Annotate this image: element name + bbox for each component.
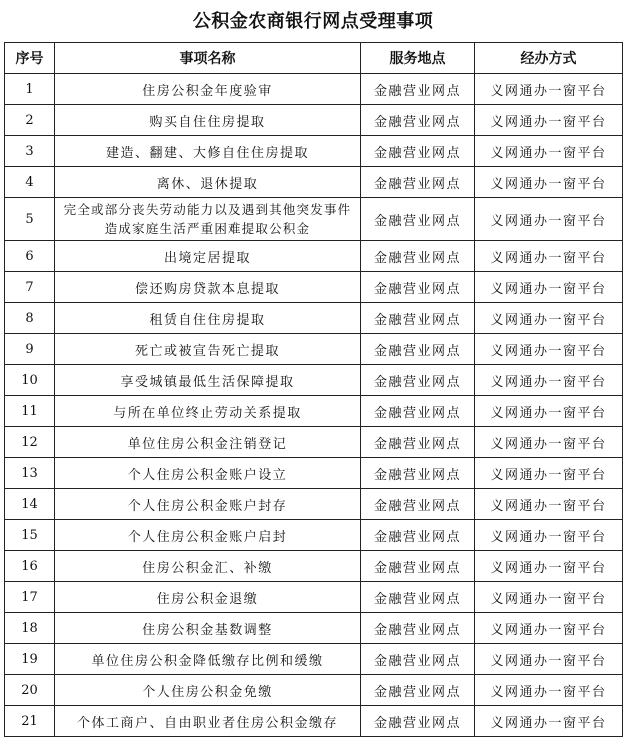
row-number-cell: 6 xyxy=(5,241,55,272)
service-place-cell: 金融营业网点 xyxy=(361,74,475,105)
row-number-cell: 5 xyxy=(5,198,55,241)
header-no: 序号 xyxy=(5,43,55,74)
table-row xyxy=(5,105,623,136)
table-row xyxy=(5,582,623,613)
service-place-cell: 金融营业网点 xyxy=(361,675,475,706)
row-number-cell: 7 xyxy=(5,272,55,303)
item-name-cell: 完全或部分丧失劳动能力以及遇到其他突发事件造成家庭生活严重困难提取公积金 xyxy=(55,198,361,241)
handling-method-cell: 义网通办一窗平台 xyxy=(475,396,623,427)
item-name-cell: 购买自住住房提取 xyxy=(55,105,361,136)
row-number-cell: 3 xyxy=(5,136,55,167)
table-row xyxy=(5,241,623,272)
service-place-cell: 金融营业网点 xyxy=(361,644,475,675)
service-place-cell: 金融营业网点 xyxy=(361,582,475,613)
row-number-cell: 10 xyxy=(5,365,55,396)
row-number-cell: 14 xyxy=(5,489,55,520)
item-name-cell: 住房公积金基数调整 xyxy=(55,613,361,644)
handling-method-cell: 义网通办一窗平台 xyxy=(475,644,623,675)
document-title: 公积金农商银行网点受理事项 xyxy=(192,11,434,32)
table-row xyxy=(5,272,623,303)
table-row xyxy=(5,198,623,241)
item-name-cell: 享受城镇最低生活保障提取 xyxy=(55,365,361,396)
row-number-cell: 15 xyxy=(5,520,55,551)
service-place-cell: 金融营业网点 xyxy=(361,551,475,582)
service-place-cell: 金融营业网点 xyxy=(361,427,475,458)
row-number-cell: 16 xyxy=(5,551,55,582)
row-number-cell: 9 xyxy=(5,334,55,365)
service-place-cell: 金融营业网点 xyxy=(361,365,475,396)
handling-method-cell: 义网通办一窗平台 xyxy=(475,582,623,613)
handling-method-cell: 义网通办一窗平台 xyxy=(475,272,623,303)
table-row xyxy=(5,334,623,365)
row-number-cell: 2 xyxy=(5,105,55,136)
service-place-cell: 金融营业网点 xyxy=(361,520,475,551)
service-place-cell: 金融营业网点 xyxy=(361,303,475,334)
item-name-cell: 单位住房公积金降低缴存比例和缓缴 xyxy=(55,644,361,675)
item-name-cell: 租赁自住住房提取 xyxy=(55,303,361,334)
table-row xyxy=(5,644,623,675)
service-place-cell: 金融营业网点 xyxy=(361,136,475,167)
handling-method-cell: 义网通办一窗平台 xyxy=(475,303,623,334)
row-number-cell: 4 xyxy=(5,167,55,198)
service-place-cell: 金融营业网点 xyxy=(361,105,475,136)
item-name-cell: 离休、退休提取 xyxy=(55,167,361,198)
service-place-cell: 金融营业网点 xyxy=(361,396,475,427)
table-row xyxy=(5,303,623,334)
row-number-cell: 1 xyxy=(5,74,55,105)
row-number-cell: 13 xyxy=(5,458,55,489)
service-place-cell: 金融营业网点 xyxy=(361,489,475,520)
row-number-cell: 21 xyxy=(5,706,55,737)
table-row xyxy=(5,74,623,105)
row-number-cell: 17 xyxy=(5,582,55,613)
service-place-cell: 金融营业网点 xyxy=(361,241,475,272)
item-name-cell: 与所在单位终止劳动关系提取 xyxy=(55,396,361,427)
item-name-cell: 住房公积金退缴 xyxy=(55,582,361,613)
handling-method-cell: 义网通办一窗平台 xyxy=(475,427,623,458)
row-number-cell: 8 xyxy=(5,303,55,334)
service-place-cell: 金融营业网点 xyxy=(361,613,475,644)
table-row xyxy=(5,613,623,644)
table-row xyxy=(5,427,623,458)
handling-method-cell: 义网通办一窗平台 xyxy=(475,675,623,706)
table-row xyxy=(5,520,623,551)
service-items-table xyxy=(4,42,623,737)
row-number-cell: 12 xyxy=(5,427,55,458)
header-place: 服务地点 xyxy=(361,43,475,74)
item-name-cell: 住房公积金汇、补缴 xyxy=(55,551,361,582)
item-name-cell: 偿还购房贷款本息提取 xyxy=(55,272,361,303)
service-place-cell: 金融营业网点 xyxy=(361,706,475,737)
item-name-cell: 个人住房公积金免缴 xyxy=(55,675,361,706)
item-name-cell: 建造、翻建、大修自住住房提取 xyxy=(55,136,361,167)
handling-method-cell: 义网通办一窗平台 xyxy=(475,241,623,272)
item-name-cell: 个体工商户、自由职业者住房公积金缴存 xyxy=(55,706,361,737)
table-row xyxy=(5,396,623,427)
service-place-cell: 金融营业网点 xyxy=(361,272,475,303)
item-name-cell: 住房公积金年度验审 xyxy=(55,74,361,105)
header-method: 经办方式 xyxy=(475,43,623,74)
handling-method-cell: 义网通办一窗平台 xyxy=(475,365,623,396)
handling-method-cell: 义网通办一窗平台 xyxy=(475,167,623,198)
service-place-cell: 金融营业网点 xyxy=(361,334,475,365)
handling-method-cell: 义网通办一窗平台 xyxy=(475,198,623,241)
table-body xyxy=(5,74,623,737)
table-row xyxy=(5,489,623,520)
item-name-cell: 单位住房公积金注销登记 xyxy=(55,427,361,458)
handling-method-cell: 义网通办一窗平台 xyxy=(475,613,623,644)
handling-method-cell: 义网通办一窗平台 xyxy=(475,105,623,136)
service-place-cell: 金融营业网点 xyxy=(361,458,475,489)
service-place-cell: 金融营业网点 xyxy=(361,198,475,241)
table-row xyxy=(5,551,623,582)
service-place-cell: 金融营业网点 xyxy=(361,167,475,198)
item-name-cell: 死亡或被宣告死亡提取 xyxy=(55,334,361,365)
item-name-cell: 个人住房公积金账户封存 xyxy=(55,489,361,520)
header-name: 事项名称 xyxy=(55,43,361,74)
handling-method-cell: 义网通办一窗平台 xyxy=(475,489,623,520)
handling-method-cell: 义网通办一窗平台 xyxy=(475,74,623,105)
table-row xyxy=(5,365,623,396)
row-number-cell: 18 xyxy=(5,613,55,644)
handling-method-cell: 义网通办一窗平台 xyxy=(475,334,623,365)
handling-method-cell: 义网通办一窗平台 xyxy=(475,706,623,737)
handling-method-cell: 义网通办一窗平台 xyxy=(475,136,623,167)
table-row xyxy=(5,706,623,737)
handling-method-cell: 义网通办一窗平台 xyxy=(475,520,623,551)
handling-method-cell: 义网通办一窗平台 xyxy=(475,551,623,582)
table-row xyxy=(5,458,623,489)
table-row xyxy=(5,675,623,706)
row-number-cell: 20 xyxy=(5,675,55,706)
item-name-cell: 出境定居提取 xyxy=(55,241,361,272)
row-number-cell: 19 xyxy=(5,644,55,675)
item-name-cell: 个人住房公积金账户启封 xyxy=(55,520,361,551)
row-number-cell: 11 xyxy=(5,396,55,427)
table-header-row xyxy=(5,43,623,74)
item-name-cell: 个人住房公积金账户设立 xyxy=(55,458,361,489)
handling-method-cell: 义网通办一窗平台 xyxy=(475,458,623,489)
table-row xyxy=(5,167,623,198)
table-row xyxy=(5,136,623,167)
